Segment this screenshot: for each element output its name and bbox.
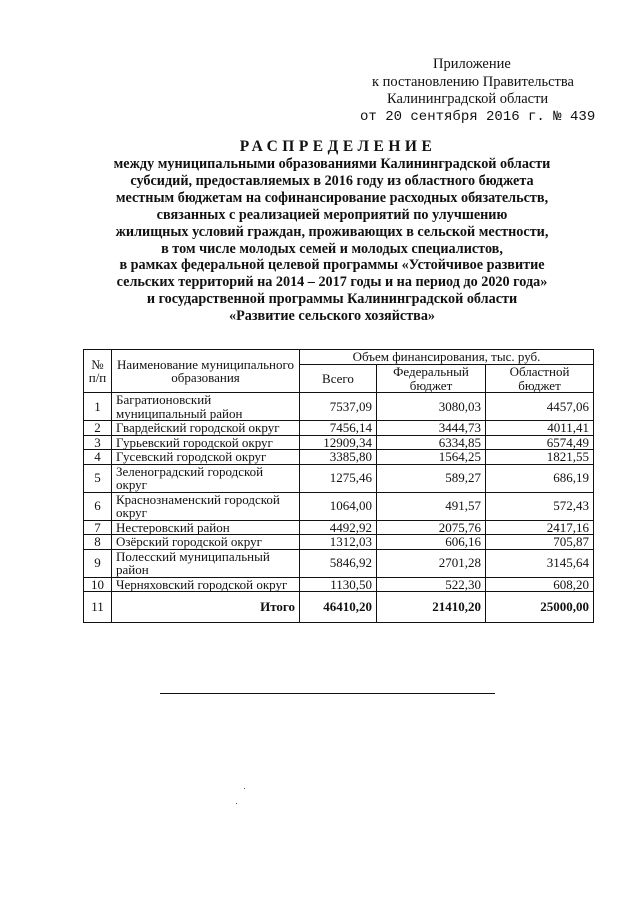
appendix-line-1: Приложение <box>433 56 511 72</box>
table-row <box>84 421 594 436</box>
row-regional: 1821,55 <box>486 450 594 465</box>
row-federal: 589,27 <box>377 464 486 492</box>
row-regional: 686,19 <box>486 464 594 492</box>
table-row <box>84 535 594 550</box>
row-regional: 705,87 <box>486 535 594 550</box>
row-federal: 1564,25 <box>377 450 486 465</box>
scan-speck <box>236 803 237 804</box>
row-regional: 608,20 <box>486 577 594 592</box>
row-name: Краснознаменский городской округ <box>112 492 300 520</box>
row-federal: 491,57 <box>377 492 486 520</box>
row-total: 1064,00 <box>300 492 377 520</box>
row-name: Озёрский городской округ <box>112 535 300 550</box>
heading-line-2: субсидий, предоставляемых в 2016 году из областного бюджета <box>130 172 534 189</box>
row-num: 9 <box>84 549 112 577</box>
row-num: 3 <box>84 435 112 450</box>
row-regional: 3145,64 <box>486 549 594 577</box>
row-total: 1312,03 <box>300 535 377 550</box>
row-regional: 4011,41 <box>486 421 594 436</box>
heading-line-6: в том числе молодых семей и молодых специалистов, <box>161 240 503 257</box>
heading-line-8: сельских территорий на 2014 – 2017 годы и на период до 2020 года» <box>116 274 548 291</box>
row-name: Черняховский городской округ <box>112 577 300 592</box>
row-num: 2 <box>84 421 112 436</box>
header-name: Наименование муниципального образования <box>112 350 300 393</box>
signature-line <box>160 693 495 694</box>
row-federal: 2075,76 <box>377 520 486 535</box>
appendix-line-2: к постановлению Правительства <box>372 73 574 90</box>
row-num: 8 <box>84 535 112 550</box>
row-name: Нестеровский район <box>112 520 300 535</box>
row-num: 1 <box>84 393 112 421</box>
row-total: 1275,46 <box>300 464 377 492</box>
row-num: 4 <box>84 450 112 465</box>
row-total: 1130,50 <box>300 577 377 592</box>
row-regional: 4457,06 <box>486 393 594 421</box>
row-total: 4492,92 <box>300 520 377 535</box>
row-total: 5846,92 <box>300 549 377 577</box>
heading-line-7: в рамках федеральной целевой программы «Устойчивое развитие <box>119 257 545 274</box>
row-total: 7456,14 <box>300 421 377 436</box>
row-federal: 6334,85 <box>377 435 486 450</box>
row-name: Полесский муниципальный район <box>112 549 300 577</box>
row-regional: 6574,49 <box>486 435 594 450</box>
row-num: 7 <box>84 520 112 535</box>
row-name: Гвардейский городской округ <box>112 421 300 436</box>
heading-line-3: местным бюджетам на софинансирование расходных обязательств, <box>115 189 549 206</box>
table-row <box>84 549 594 577</box>
appendix-block <box>360 56 622 126</box>
header-financing: Объем финансирования, тыс. руб. <box>300 350 594 365</box>
total-sum: 46410,20 <box>300 592 377 623</box>
heading-line-5: жилищных условий граждан, проживающих в сельской местности, <box>115 223 549 240</box>
table-row <box>84 450 594 465</box>
header-federal: Федеральный бюджет <box>377 365 486 393</box>
heading-line-9: и государственной программы Калининградской области <box>146 291 518 308</box>
row-federal: 2701,28 <box>377 549 486 577</box>
table-row <box>84 520 594 535</box>
heading-line-1: между муниципальными образованиями Калининградской области <box>113 156 551 172</box>
appendix-line-4: от 20 сентября 2016 г. № 439 <box>360 108 596 125</box>
heading-line-10: «Развитие сельского хозяйства» <box>228 308 436 325</box>
row-name: Багратионовский муниципальный район <box>112 393 300 421</box>
row-federal: 522,30 <box>377 577 486 592</box>
appendix-line-3: Калининградской области <box>387 91 549 107</box>
total-num: 11 <box>84 592 112 623</box>
table-row <box>84 393 594 421</box>
row-total: 12909,34 <box>300 435 377 450</box>
total-label: Итого <box>112 592 300 623</box>
header-regional: Областной бюджет <box>486 365 594 393</box>
row-federal: 606,16 <box>377 535 486 550</box>
row-name: Зеленоградский городской округ <box>112 464 300 492</box>
table-row <box>84 577 594 592</box>
total-regional: 25000,00 <box>486 592 594 623</box>
table-row <box>84 435 594 450</box>
heading-line-4: связанных с реализацией мероприятий по улучшению <box>156 206 508 223</box>
table-row <box>84 492 594 520</box>
distribution-table <box>83 349 594 623</box>
row-num: 10 <box>84 577 112 592</box>
total-federal: 21410,20 <box>377 592 486 623</box>
row-num: 6 <box>84 492 112 520</box>
total-row <box>84 592 594 623</box>
row-total: 7537,09 <box>300 393 377 421</box>
row-federal: 3080,03 <box>377 393 486 421</box>
row-name: Гусевский городской округ <box>112 450 300 465</box>
header-total: Всего <box>300 365 377 393</box>
row-federal: 3444,73 <box>377 421 486 436</box>
document-title: РАСПРЕДЕЛЕНИЕ <box>239 138 437 155</box>
row-total: 3385,80 <box>300 450 377 465</box>
row-regional: 572,43 <box>486 492 594 520</box>
row-num: 5 <box>84 464 112 492</box>
header-num: № п/п <box>84 350 112 393</box>
document-heading <box>0 137 640 325</box>
scan-speck <box>244 788 245 789</box>
table-header-row <box>84 350 594 365</box>
row-name: Гурьевский городской округ <box>112 435 300 450</box>
table-row <box>84 464 594 492</box>
row-regional: 2417,16 <box>486 520 594 535</box>
